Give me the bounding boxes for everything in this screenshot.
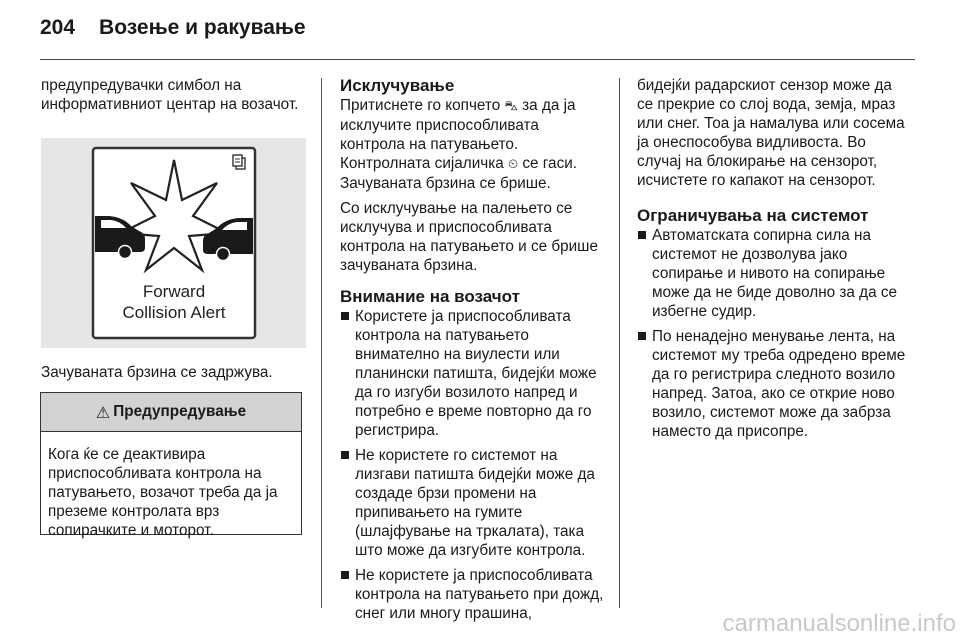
figure-caption: Зачуваната брзина се задржува.	[41, 364, 273, 381]
list-item: Не користете го системот на лизгави патишта бидејќи може да создаде брзи промени на припивањето на гумите (шлајфување на тркалата), така што може да изгубите контрола.	[340, 446, 608, 560]
intro-text: предупредувачки симбол на информативниот центар на возачот.	[41, 77, 299, 113]
column-divider-2	[619, 78, 620, 608]
list-item: Користете ја приспособливата контрола на патувањето внимателно на виулести или планински патишта, бидејќи може да го изгуби возилото напред и потребно е време повторно да го регистрира.	[340, 307, 608, 440]
forward-collision-alert-illustration	[41, 138, 306, 348]
cruise-control-lamp-icon: ⏲	[508, 157, 519, 172]
warning-header	[41, 393, 301, 432]
driver-attention-list	[340, 307, 608, 623]
page-number: 204	[40, 16, 76, 39]
list-item: По ненадејно менување лента, на системот му треба одредено време да го регистрира следното возило напред. Затоа, ако се открие ново возило, системот може да забрза наместо да присопре.	[637, 327, 910, 441]
page-title: Возење и ракување	[99, 16, 306, 39]
system-limits-list	[637, 226, 910, 441]
column-3	[637, 76, 910, 441]
continuation-paragraph: бидејќи радарскиот сензор може да се прекрие со слој вода, земја, мраз или снег. Тоа ја намалува или сосема ја онеспособува видливоста. Во случај на блокирање на сензорот, исчистете го капакот на сензорот.	[637, 77, 905, 189]
warning-box	[40, 392, 302, 539]
section-heading-driver-attention: Внимание на возачот	[340, 287, 520, 306]
warning-text: Кога ќе се деактивира приспособливата контрола на патувањето, возачот треба да ја преземе контролата врз сопирачките и моторот.	[48, 446, 278, 539]
cruise-off-button-icon: ⛍	[504, 99, 518, 114]
figure-label-line2: Collision Alert	[122, 303, 226, 322]
list-item: Автоматската сопирна сила на системот не дозволува јако сопирање и нивото на сопирање може да не биде доволно за да се избегне судир.	[637, 226, 910, 321]
warning-title: Предупредување	[113, 403, 247, 420]
section-heading-system-limits: Ограничувања на системот	[637, 206, 869, 225]
column-2	[340, 76, 608, 623]
page-header	[40, 8, 306, 48]
watermark: carmanualsonline.info	[722, 610, 956, 637]
header-divider	[40, 59, 915, 60]
deactivation-paragraph: Притиснете го копчето ⛍ за да ја исклучите приспособливата контрола на патувањето. Контролната сијаличка ⏲ се гаси. Зачуваната брзина се брише.	[340, 97, 578, 192]
forward-collision-alert-figure	[41, 138, 306, 348]
section-heading-deactivation: Исклучување	[340, 76, 455, 95]
figure-label-line1: Forward	[142, 282, 206, 301]
column-divider-1	[321, 78, 322, 608]
column-1	[41, 76, 306, 114]
list-item: Не користете ја приспособливата контрола на патувањето при дожд, снег или многу прашина,	[340, 566, 608, 623]
ignition-paragraph: Со исклучување на палењето се исклучува и приспособливата контрола на патувањето и се брише зачуваната брзина.	[340, 200, 598, 274]
warning-triangle-icon: ⚠	[95, 402, 111, 422]
